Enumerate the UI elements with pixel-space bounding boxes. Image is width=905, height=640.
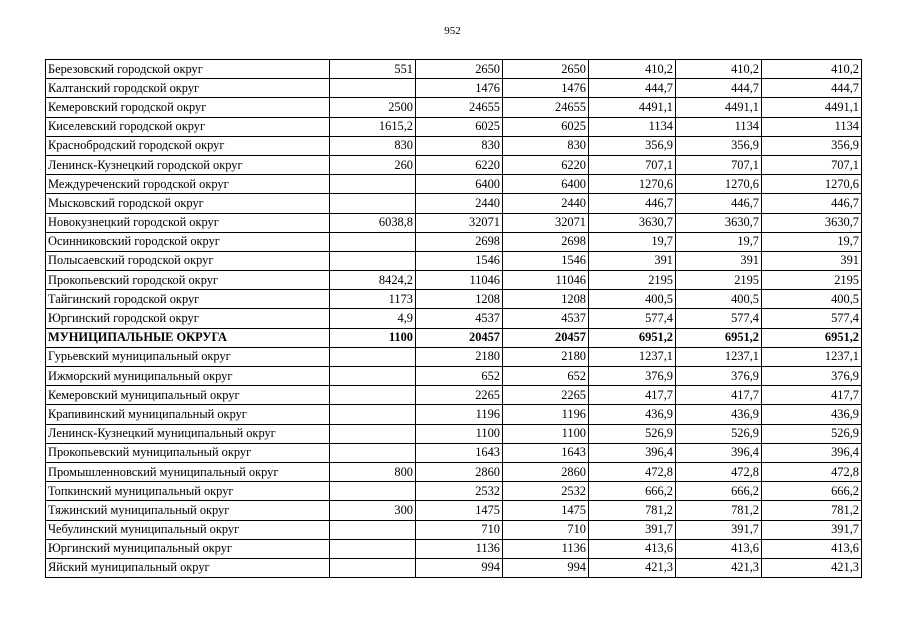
table-row bbox=[46, 155, 862, 174]
value-cell-4: 391,7 bbox=[589, 520, 676, 539]
value-cell-5: 4491,1 bbox=[676, 98, 762, 117]
table-row bbox=[46, 98, 862, 117]
value-cell-2: 2860 bbox=[416, 462, 503, 481]
municipality-name: Осинниковский городской округ bbox=[46, 232, 330, 251]
value-cell-6: 1237,1 bbox=[762, 347, 862, 366]
budget-table bbox=[45, 59, 862, 578]
value-cell-3: 710 bbox=[503, 520, 589, 539]
value-cell-2: 4537 bbox=[416, 309, 503, 328]
value-cell-5: 356,9 bbox=[676, 136, 762, 155]
value-cell-5: 19,7 bbox=[676, 232, 762, 251]
value-cell-5: 1237,1 bbox=[676, 347, 762, 366]
value-cell-2: 6220 bbox=[416, 155, 503, 174]
value-cell-6: 577,4 bbox=[762, 309, 862, 328]
value-cell-5: 1134 bbox=[676, 117, 762, 136]
value-cell-6: 19,7 bbox=[762, 232, 862, 251]
value-cell-3: 1546 bbox=[503, 251, 589, 270]
value-cell-4: 417,7 bbox=[589, 386, 676, 405]
value-cell-4: 356,9 bbox=[589, 136, 676, 155]
value-cell-6: 421,3 bbox=[762, 558, 862, 577]
value-cell-6: 376,9 bbox=[762, 367, 862, 386]
value-cell-6: 356,9 bbox=[762, 136, 862, 155]
value-cell-6: 1270,6 bbox=[762, 175, 862, 194]
municipality-name: Юргинский муниципальный округ bbox=[46, 539, 330, 558]
table-row bbox=[46, 117, 862, 136]
value-cell-4: 400,5 bbox=[589, 290, 676, 309]
value-cell-2: 1475 bbox=[416, 501, 503, 520]
value-cell-1 bbox=[330, 232, 416, 251]
value-cell-3: 6220 bbox=[503, 155, 589, 174]
value-cell-6: 400,5 bbox=[762, 290, 862, 309]
municipality-name: Кемеровский городской округ bbox=[46, 98, 330, 117]
municipality-name: Ижморский муниципальный округ bbox=[46, 367, 330, 386]
municipality-name: Топкинский муниципальный округ bbox=[46, 482, 330, 501]
municipality-name: Ленинск-Кузнецкий городской округ bbox=[46, 155, 330, 174]
value-cell-5: 577,4 bbox=[676, 309, 762, 328]
value-cell-1: 1615,2 bbox=[330, 117, 416, 136]
value-cell-2: 6400 bbox=[416, 175, 503, 194]
value-cell-5: 2195 bbox=[676, 271, 762, 290]
value-cell-4: 1237,1 bbox=[589, 347, 676, 366]
value-cell-3: 2860 bbox=[503, 462, 589, 481]
value-cell-5: 6951,2 bbox=[676, 328, 762, 347]
value-cell-4: 526,9 bbox=[589, 424, 676, 443]
value-cell-5: 3630,7 bbox=[676, 213, 762, 232]
value-cell-6: 446,7 bbox=[762, 194, 862, 213]
value-cell-1 bbox=[330, 520, 416, 539]
value-cell-2: 6025 bbox=[416, 117, 503, 136]
municipality-name: Новокузнецкий городской округ bbox=[46, 213, 330, 232]
value-cell-3: 830 bbox=[503, 136, 589, 155]
value-cell-3: 2265 bbox=[503, 386, 589, 405]
value-cell-4: 6951,2 bbox=[589, 328, 676, 347]
value-cell-6: 6951,2 bbox=[762, 328, 862, 347]
value-cell-1: 800 bbox=[330, 462, 416, 481]
municipality-name: Кемеровский муниципальный округ bbox=[46, 386, 330, 405]
municipality-name: Краснобродский городской округ bbox=[46, 136, 330, 155]
value-cell-5: 666,2 bbox=[676, 482, 762, 501]
value-cell-5: 444,7 bbox=[676, 79, 762, 98]
value-cell-4: 396,4 bbox=[589, 443, 676, 462]
table-row bbox=[46, 520, 862, 539]
value-cell-5: 413,6 bbox=[676, 539, 762, 558]
value-cell-1 bbox=[330, 443, 416, 462]
table-row bbox=[46, 309, 862, 328]
value-cell-3: 2532 bbox=[503, 482, 589, 501]
value-cell-6: 444,7 bbox=[762, 79, 862, 98]
value-cell-4: 436,9 bbox=[589, 405, 676, 424]
table-row bbox=[46, 347, 862, 366]
value-cell-2: 1546 bbox=[416, 251, 503, 270]
municipality-name: Яйский муниципальный округ bbox=[46, 558, 330, 577]
value-cell-4: 19,7 bbox=[589, 232, 676, 251]
value-cell-3: 2440 bbox=[503, 194, 589, 213]
value-cell-4: 410,2 bbox=[589, 60, 676, 79]
table-row bbox=[46, 539, 862, 558]
value-cell-3: 2180 bbox=[503, 347, 589, 366]
value-cell-4: 376,9 bbox=[589, 367, 676, 386]
table-body bbox=[46, 60, 862, 578]
value-cell-4: 413,6 bbox=[589, 539, 676, 558]
value-cell-5: 446,7 bbox=[676, 194, 762, 213]
table-row bbox=[46, 60, 862, 79]
value-cell-6: 410,2 bbox=[762, 60, 862, 79]
value-cell-5: 400,5 bbox=[676, 290, 762, 309]
municipality-name: Тяжинский муниципальный округ bbox=[46, 501, 330, 520]
municipality-name: Полысаевский городской округ bbox=[46, 251, 330, 270]
page-number: 952 bbox=[444, 25, 461, 37]
value-cell-3: 1475 bbox=[503, 501, 589, 520]
value-cell-2: 2698 bbox=[416, 232, 503, 251]
value-cell-4: 577,4 bbox=[589, 309, 676, 328]
table-row bbox=[46, 462, 862, 481]
municipality-name: Прокопьевский городской округ bbox=[46, 271, 330, 290]
value-cell-2: 1100 bbox=[416, 424, 503, 443]
value-cell-6: 707,1 bbox=[762, 155, 862, 174]
table-row bbox=[46, 136, 862, 155]
value-cell-3: 1136 bbox=[503, 539, 589, 558]
value-cell-1 bbox=[330, 558, 416, 577]
municipality-name: МУНИЦИПАЛЬНЫЕ ОКРУГА bbox=[46, 328, 330, 347]
value-cell-6: 413,6 bbox=[762, 539, 862, 558]
value-cell-2: 1136 bbox=[416, 539, 503, 558]
value-cell-3: 6400 bbox=[503, 175, 589, 194]
value-cell-4: 472,8 bbox=[589, 462, 676, 481]
value-cell-3: 32071 bbox=[503, 213, 589, 232]
table-row bbox=[46, 194, 862, 213]
municipality-name: Юргинский городской округ bbox=[46, 309, 330, 328]
value-cell-2: 2440 bbox=[416, 194, 503, 213]
value-cell-2: 24655 bbox=[416, 98, 503, 117]
value-cell-4: 781,2 bbox=[589, 501, 676, 520]
municipality-name: Промышленновский муниципальный округ bbox=[46, 462, 330, 481]
value-cell-5: 391 bbox=[676, 251, 762, 270]
table-row bbox=[46, 424, 862, 443]
value-cell-1: 6038,8 bbox=[330, 213, 416, 232]
value-cell-6: 417,7 bbox=[762, 386, 862, 405]
table-row bbox=[46, 558, 862, 577]
value-cell-1 bbox=[330, 79, 416, 98]
value-cell-1 bbox=[330, 367, 416, 386]
value-cell-5: 376,9 bbox=[676, 367, 762, 386]
value-cell-6: 2195 bbox=[762, 271, 862, 290]
value-cell-4: 1270,6 bbox=[589, 175, 676, 194]
municipality-name: Калтанский городской округ bbox=[46, 79, 330, 98]
value-cell-3: 1100 bbox=[503, 424, 589, 443]
value-cell-4: 2195 bbox=[589, 271, 676, 290]
value-cell-1 bbox=[330, 347, 416, 366]
value-cell-5: 436,9 bbox=[676, 405, 762, 424]
group-header-row bbox=[46, 328, 862, 347]
value-cell-4: 391 bbox=[589, 251, 676, 270]
value-cell-4: 4491,1 bbox=[589, 98, 676, 117]
municipality-name: Мысковский городской округ bbox=[46, 194, 330, 213]
value-cell-3: 11046 bbox=[503, 271, 589, 290]
value-cell-3: 994 bbox=[503, 558, 589, 577]
value-cell-3: 2698 bbox=[503, 232, 589, 251]
value-cell-6: 3630,7 bbox=[762, 213, 862, 232]
table-row bbox=[46, 175, 862, 194]
value-cell-6: 666,2 bbox=[762, 482, 862, 501]
municipality-name: Крапивинский муниципальный округ bbox=[46, 405, 330, 424]
value-cell-5: 1270,6 bbox=[676, 175, 762, 194]
value-cell-5: 707,1 bbox=[676, 155, 762, 174]
value-cell-2: 830 bbox=[416, 136, 503, 155]
table-row bbox=[46, 501, 862, 520]
value-cell-2: 11046 bbox=[416, 271, 503, 290]
table-row bbox=[46, 482, 862, 501]
value-cell-1: 260 bbox=[330, 155, 416, 174]
value-cell-4: 444,7 bbox=[589, 79, 676, 98]
value-cell-2: 2532 bbox=[416, 482, 503, 501]
value-cell-2: 20457 bbox=[416, 328, 503, 347]
value-cell-1: 830 bbox=[330, 136, 416, 155]
value-cell-4: 446,7 bbox=[589, 194, 676, 213]
value-cell-4: 1134 bbox=[589, 117, 676, 136]
value-cell-6: 436,9 bbox=[762, 405, 862, 424]
value-cell-1 bbox=[330, 175, 416, 194]
table-row bbox=[46, 367, 862, 386]
value-cell-4: 707,1 bbox=[589, 155, 676, 174]
value-cell-1 bbox=[330, 539, 416, 558]
value-cell-5: 396,4 bbox=[676, 443, 762, 462]
value-cell-1 bbox=[330, 424, 416, 443]
table-row bbox=[46, 251, 862, 270]
value-cell-2: 1196 bbox=[416, 405, 503, 424]
municipality-name: Прокопьевский муниципальный округ bbox=[46, 443, 330, 462]
value-cell-5: 391,7 bbox=[676, 520, 762, 539]
value-cell-1 bbox=[330, 386, 416, 405]
value-cell-6: 391,7 bbox=[762, 520, 862, 539]
value-cell-2: 1476 bbox=[416, 79, 503, 98]
value-cell-2: 32071 bbox=[416, 213, 503, 232]
value-cell-5: 526,9 bbox=[676, 424, 762, 443]
value-cell-4: 666,2 bbox=[589, 482, 676, 501]
value-cell-2: 2265 bbox=[416, 386, 503, 405]
value-cell-1: 2500 bbox=[330, 98, 416, 117]
value-cell-2: 1208 bbox=[416, 290, 503, 309]
value-cell-5: 410,2 bbox=[676, 60, 762, 79]
value-cell-3: 1476 bbox=[503, 79, 589, 98]
value-cell-2: 1643 bbox=[416, 443, 503, 462]
value-cell-6: 391 bbox=[762, 251, 862, 270]
value-cell-2: 2180 bbox=[416, 347, 503, 366]
value-cell-2: 710 bbox=[416, 520, 503, 539]
municipality-name: Чебулинский муниципальный округ bbox=[46, 520, 330, 539]
value-cell-6: 4491,1 bbox=[762, 98, 862, 117]
value-cell-3: 2650 bbox=[503, 60, 589, 79]
municipality-name: Ленинск-Кузнецкий муниципальный округ bbox=[46, 424, 330, 443]
value-cell-6: 526,9 bbox=[762, 424, 862, 443]
value-cell-6: 472,8 bbox=[762, 462, 862, 481]
municipality-name: Гурьевский муниципальный округ bbox=[46, 347, 330, 366]
value-cell-1 bbox=[330, 194, 416, 213]
value-cell-3: 1196 bbox=[503, 405, 589, 424]
value-cell-1: 4,9 bbox=[330, 309, 416, 328]
value-cell-1: 1173 bbox=[330, 290, 416, 309]
municipality-name: Березовский городской округ bbox=[46, 60, 330, 79]
table-row bbox=[46, 290, 862, 309]
value-cell-3: 4537 bbox=[503, 309, 589, 328]
value-cell-3: 20457 bbox=[503, 328, 589, 347]
value-cell-3: 652 bbox=[503, 367, 589, 386]
table-row bbox=[46, 405, 862, 424]
value-cell-1 bbox=[330, 405, 416, 424]
value-cell-1: 300 bbox=[330, 501, 416, 520]
value-cell-1: 1100 bbox=[330, 328, 416, 347]
value-cell-6: 1134 bbox=[762, 117, 862, 136]
table-row bbox=[46, 386, 862, 405]
value-cell-3: 6025 bbox=[503, 117, 589, 136]
value-cell-1: 8424,2 bbox=[330, 271, 416, 290]
municipality-name: Тайгинский городской округ bbox=[46, 290, 330, 309]
value-cell-3: 1208 bbox=[503, 290, 589, 309]
table-row bbox=[46, 443, 862, 462]
value-cell-3: 1643 bbox=[503, 443, 589, 462]
table-row bbox=[46, 213, 862, 232]
value-cell-4: 3630,7 bbox=[589, 213, 676, 232]
value-cell-1 bbox=[330, 482, 416, 501]
table-row bbox=[46, 271, 862, 290]
value-cell-4: 421,3 bbox=[589, 558, 676, 577]
value-cell-1: 551 bbox=[330, 60, 416, 79]
value-cell-5: 421,3 bbox=[676, 558, 762, 577]
value-cell-2: 652 bbox=[416, 367, 503, 386]
value-cell-6: 781,2 bbox=[762, 501, 862, 520]
value-cell-6: 396,4 bbox=[762, 443, 862, 462]
municipality-name: Киселевский городской округ bbox=[46, 117, 330, 136]
municipality-name: Междуреченский городской округ bbox=[46, 175, 330, 194]
value-cell-3: 24655 bbox=[503, 98, 589, 117]
value-cell-5: 417,7 bbox=[676, 386, 762, 405]
value-cell-2: 2650 bbox=[416, 60, 503, 79]
value-cell-5: 781,2 bbox=[676, 501, 762, 520]
table-row bbox=[46, 79, 862, 98]
table-row bbox=[46, 232, 862, 251]
value-cell-1 bbox=[330, 251, 416, 270]
value-cell-5: 472,8 bbox=[676, 462, 762, 481]
value-cell-2: 994 bbox=[416, 558, 503, 577]
